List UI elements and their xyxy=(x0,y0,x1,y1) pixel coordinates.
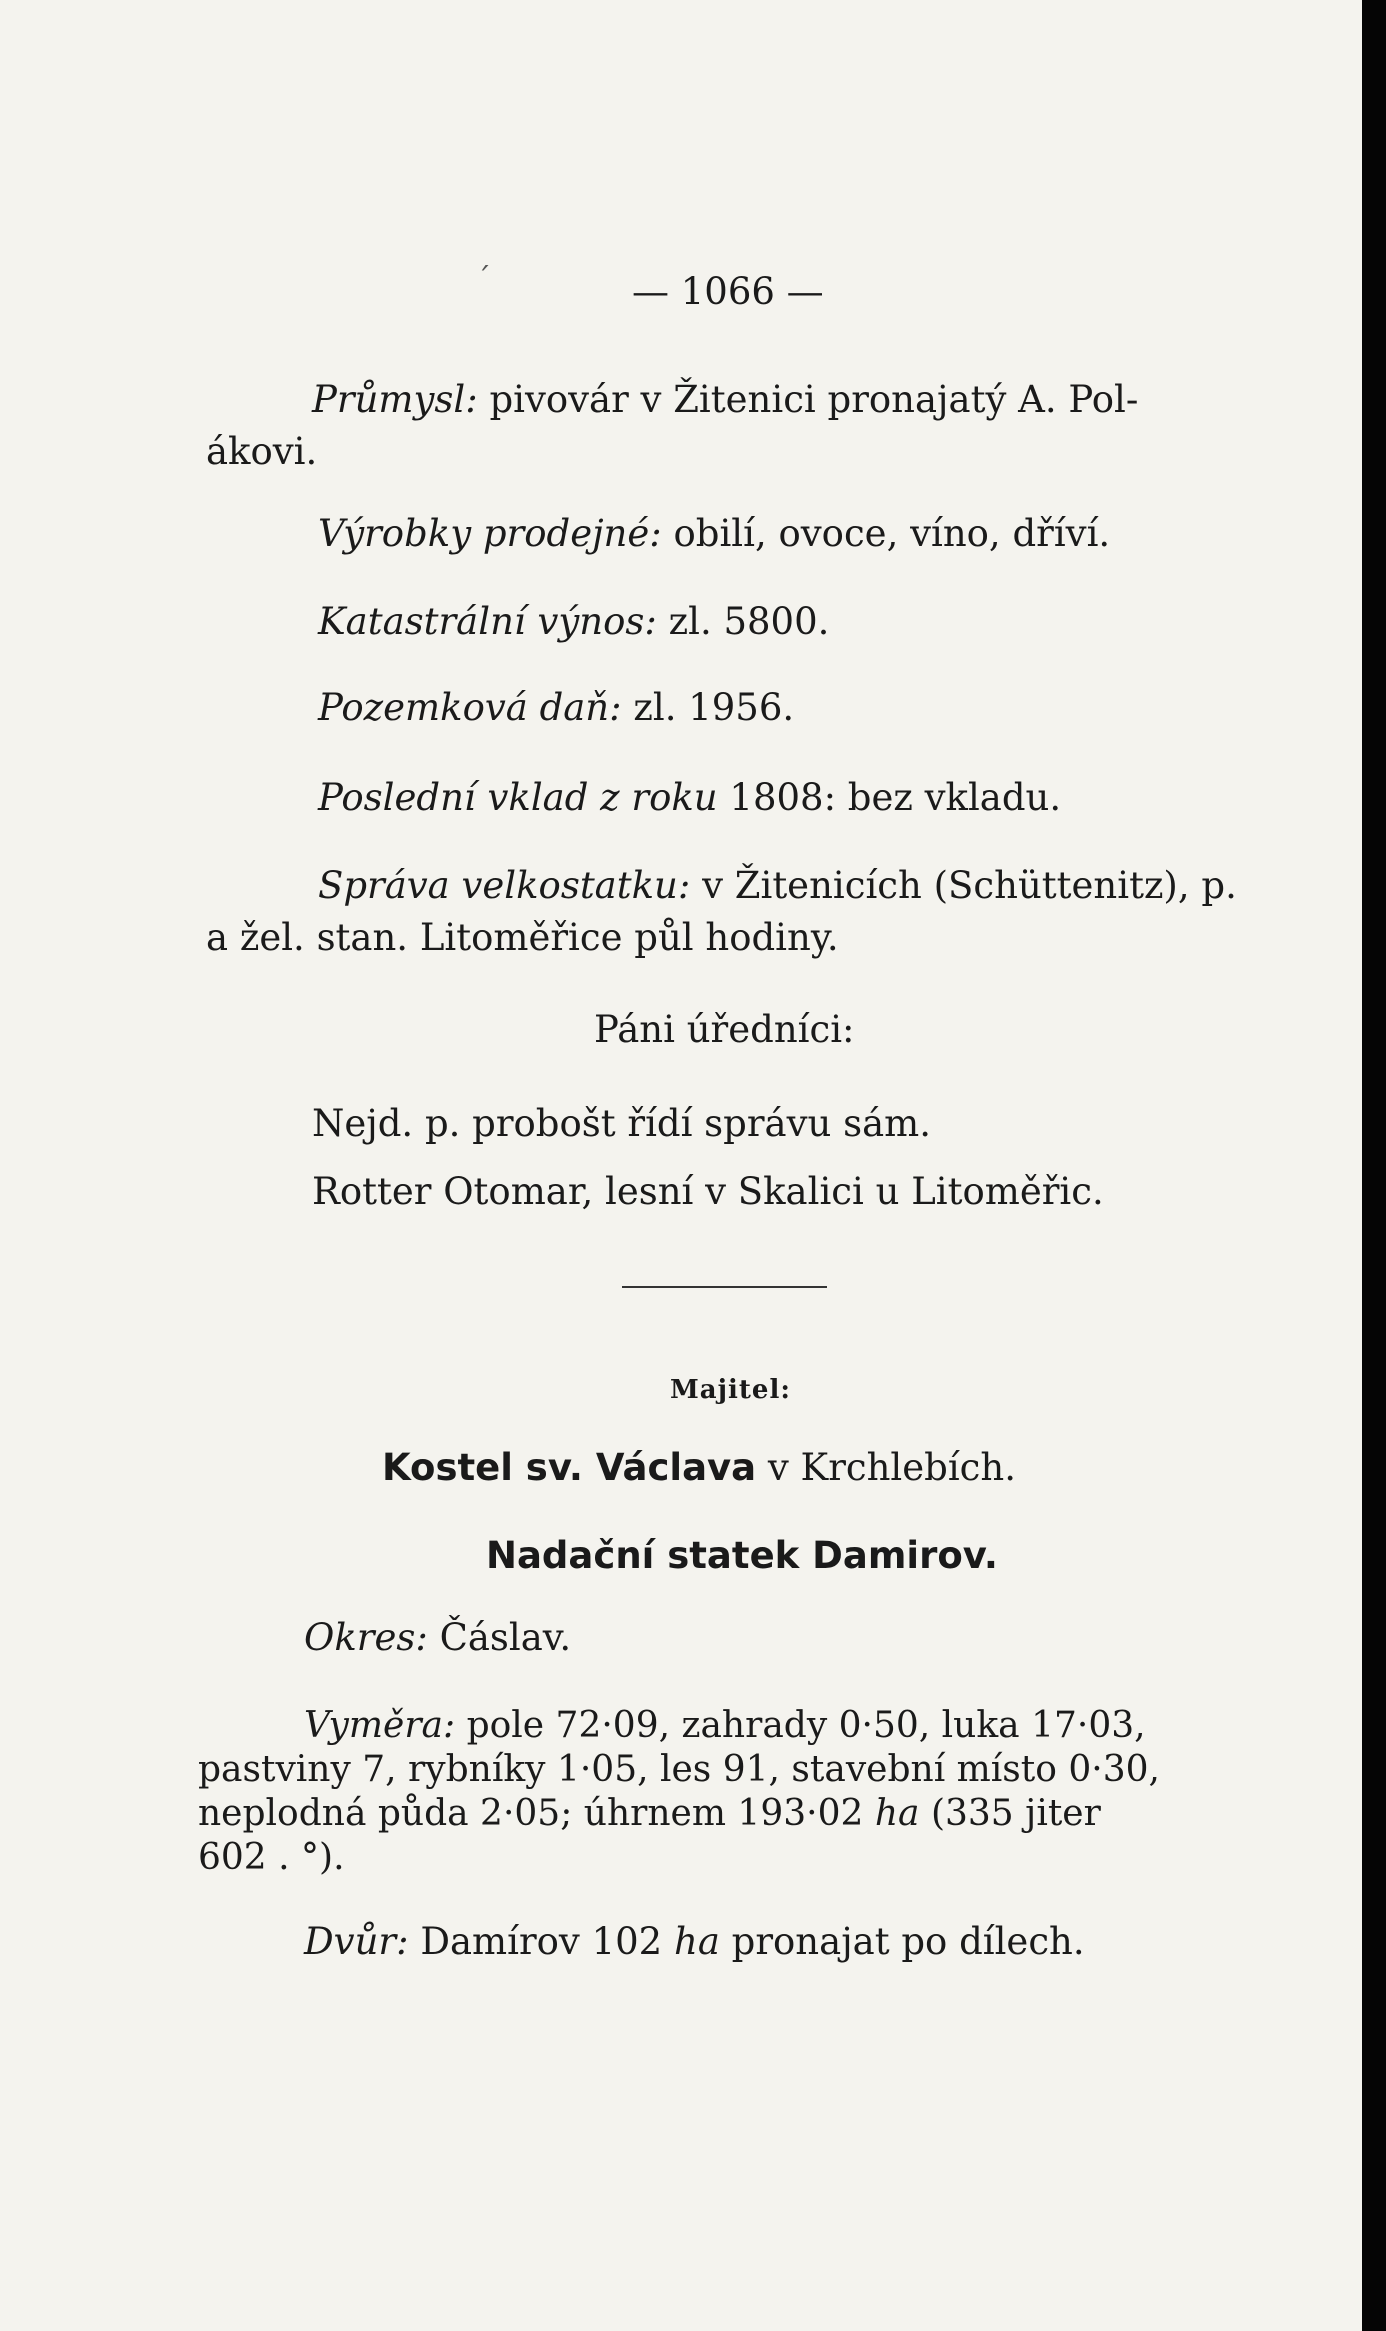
section-divider xyxy=(622,1286,827,1288)
pozemkova-line xyxy=(318,686,794,730)
dvur-line xyxy=(304,1920,1085,1964)
posledni-line xyxy=(318,776,1061,820)
dvur-label: Dvůr: xyxy=(304,1920,409,1963)
vymera-line-1 xyxy=(304,1704,1146,1748)
okres-label: Okres: xyxy=(304,1616,428,1659)
vyrobky-text: obilí, ovoce, víno, dříví. xyxy=(673,512,1111,555)
posledni-label: Poslední vklad z roku xyxy=(318,776,718,819)
urednici-heading: Páni úředníci: xyxy=(594,1008,855,1051)
dvur-text-a: Damírov 102 xyxy=(420,1920,663,1963)
prumysl-line-1 xyxy=(312,378,1138,422)
owner-line xyxy=(382,1446,1016,1490)
owner-name: Kostel sv. Václava xyxy=(382,1446,757,1489)
sprava-line-2: a žel. stan. Litoměřice půl hodiny. xyxy=(206,916,839,959)
estate-title: Nadační statek Damirov. xyxy=(486,1534,998,1577)
okres-text: Čáslav. xyxy=(439,1616,572,1659)
vymera-text-3a: neplodná půda 2·05; úhrnem 193·02 xyxy=(198,1793,864,1834)
katastralni-text: zl. 5800. xyxy=(668,600,830,643)
vymera-line-3 xyxy=(198,1792,1101,1836)
vyrobky-line xyxy=(318,512,1110,556)
vymera-text-3b: (335 jiter xyxy=(930,1793,1101,1834)
page-number: — 1066 — xyxy=(632,270,824,313)
vymera-text-1: pole 72·09, zahrady 0·50, luka 17·03, xyxy=(466,1705,1146,1746)
posledni-text: 1808: bez vkladu. xyxy=(729,776,1062,819)
scan-edge xyxy=(1362,0,1386,2331)
majitel-heading: Majitel: xyxy=(670,1375,791,1405)
stray-mark: ˊ xyxy=(476,262,491,297)
owner-rest: v Krchlebích. xyxy=(767,1446,1016,1489)
dvur-ha-unit: ha xyxy=(674,1920,720,1963)
dvur-text-b: pronajat po dílech. xyxy=(731,1920,1085,1963)
prumysl-line-2: ákovi. xyxy=(206,430,318,473)
okres-line xyxy=(304,1616,571,1660)
pozemkova-text: zl. 1956. xyxy=(633,686,795,729)
urednik-2: Rotter Otomar, lesní v Skalici u Litoměřic. xyxy=(312,1170,1104,1213)
vymera-line-4: 602 . °). xyxy=(198,1837,345,1878)
katastralni-line xyxy=(318,600,829,644)
vymera-ha-unit: ha xyxy=(874,1793,920,1834)
pozemkova-label: Pozemková daň: xyxy=(318,686,622,729)
estate-title-line xyxy=(486,1534,998,1578)
vymera-label: Vyměra: xyxy=(304,1705,456,1746)
sprava-label: Správa velkostatku: xyxy=(318,864,691,907)
vyrobky-label: Výrobky prodejné: xyxy=(318,512,662,555)
urednik-1: Nejd. p. probošt řídí správu sám. xyxy=(312,1102,931,1145)
vymera-line-2: pastviny 7, rybníky 1·05, les 91, stavební místo 0·30, xyxy=(198,1749,1160,1790)
prumysl-label: Průmysl: xyxy=(312,378,478,421)
prumysl-text-1: pivovár v Žitenici pronajatý A. Pol- xyxy=(489,378,1139,421)
sprava-line-1 xyxy=(318,864,1237,908)
katastralni-label: Katastrální výnos: xyxy=(318,600,657,643)
sprava-text-1: v Žitenicích (Schüttenitz), p. xyxy=(702,864,1237,907)
